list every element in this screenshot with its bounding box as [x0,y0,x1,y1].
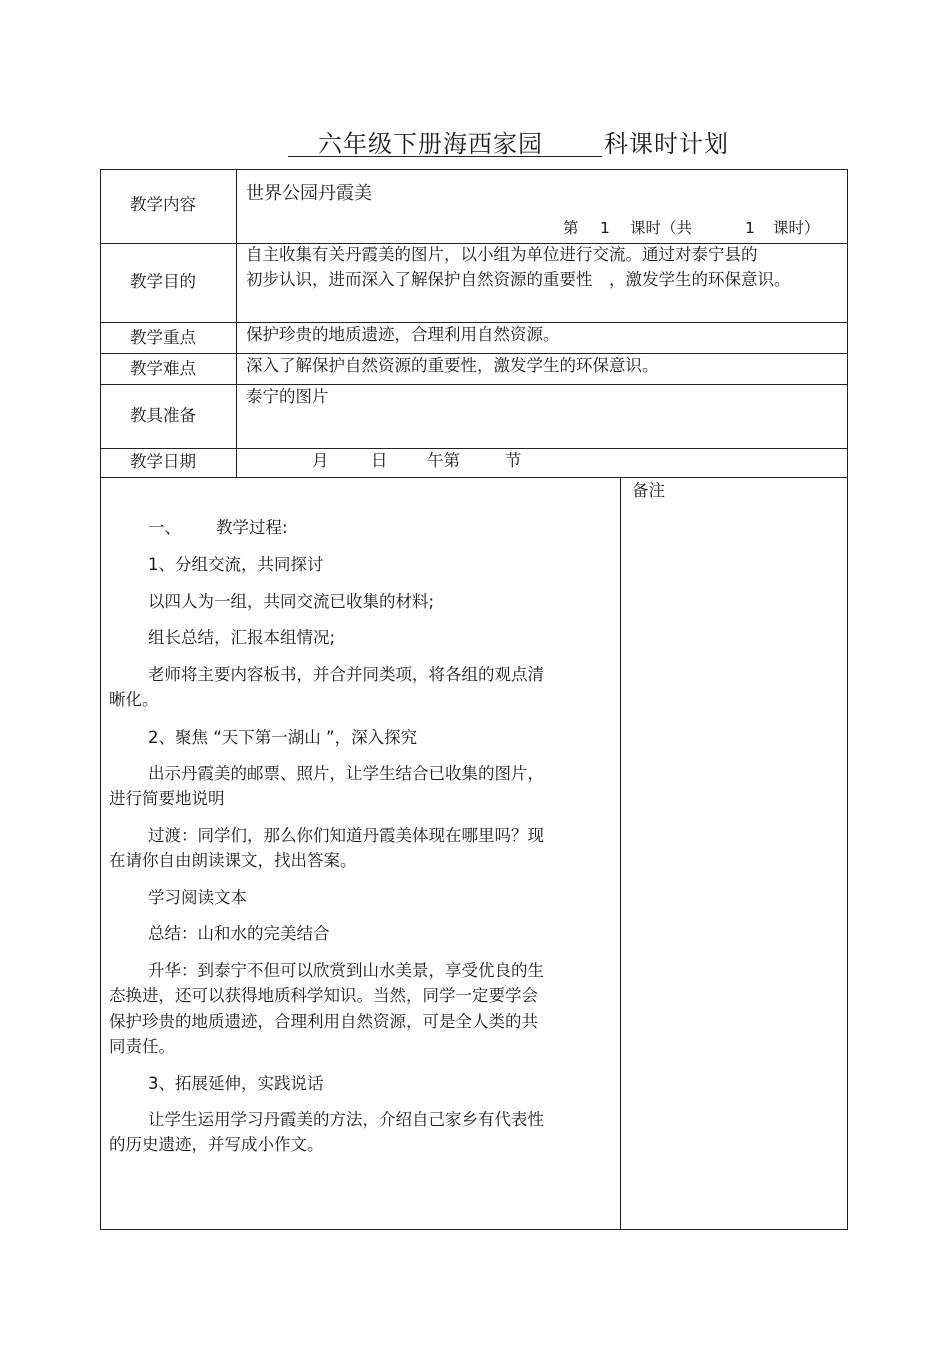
section-2-paragraph-2-line-1: 过渡：同学们，那么你们知道丹霞美体现在哪里吗？现 [148,826,544,845]
difficulty-value: 深入了解保护自然资源的重要性，激发学生的环保意识。 [246,356,659,375]
key-point-label: 教学重点 [130,328,196,347]
section-2-paragraph-4: 总结：山和水的完美结合 [148,924,330,943]
section-1-paragraph-1: 以四人为一组，共同交流已收集的材料; [148,592,435,611]
title-subject-text: 科课时计划 [604,130,729,158]
section-1-paragraph-3-line-1: 老师将主要内容板书，并合并同类项，将各组的观点清 [148,665,544,684]
goal-label: 教学目的 [130,272,196,291]
section-2-paragraph-1-line-2: 进行简要地说明 [109,789,225,808]
lesson-number: 1 [600,219,610,237]
lesson-total-prefix: 课时（共 [630,219,693,237]
process-heading-number: 一、 [148,518,181,537]
notes-label: 备注 [632,481,665,500]
date-noon: 午第 [427,451,460,470]
date-day: 日 [371,451,388,470]
notes-column-divider [620,477,621,1230]
section-2-paragraph-5-line-1: 升华：到泰宁不但可以欣赏到山水美景，享受优良的生 [148,961,544,980]
title-underline-2 [560,156,602,157]
lesson-total-suffix: 课时） [773,219,820,237]
section-2-paragraph-2-line-2: 在请你自由朗读课文，找出答案。 [109,851,357,870]
tools-value: 泰宁的图片 [246,387,329,406]
process-heading: 教学过程: [216,518,288,537]
section-2-paragraph-5-line-4: 同责任。 [109,1037,175,1056]
section-1-title: 1、分组交流，共同探讨 [148,555,324,574]
section-2-paragraph-3: 学习阅读文本 [148,888,247,907]
info-table [100,169,848,478]
lesson-total-number: 1 [745,219,755,237]
section-3-paragraph-1-line-1: 让学生运用学习丹霞美的方法，介绍自己家乡有代表性 [148,1110,544,1129]
row-divider [100,384,848,385]
difficulty-label: 教学难点 [130,359,196,378]
row-divider [100,243,848,244]
info-table-divider [236,169,237,478]
section-2-paragraph-5-line-3: 保护珍贵的地质遗迹，合理利用自然资源，可是全人类的共 [109,1012,538,1031]
content-label: 教学内容 [130,195,196,214]
goal-line-2: 初步认识，进而深入了解保护自然资源的重要性 ，激发学生的环保意识。 [246,270,791,289]
row-divider [100,353,848,354]
goal-line-1: 自主收集有关丹霞美的图片，以小组为单位进行交流。通过对泰宁县的 [246,245,758,264]
title-grade-text: 六年级下册海西家园 [318,130,543,158]
lesson-di: 第 [563,219,579,237]
section-3-paragraph-1-line-2: 的历史遗迹，并写成小作文。 [109,1135,324,1154]
row-divider [100,448,848,449]
page-title [288,124,758,160]
row-divider [100,322,848,323]
section-2-paragraph-1-line-1: 出示丹霞美的邮票、照片，让学生结合已收集的图片， [148,764,544,783]
section-3-title: 3、拓展延伸，实践说话 [148,1074,324,1093]
date-month: 月 [312,451,329,470]
date-period: 节 [505,451,522,470]
content-value: 世界公园丹霞美 [246,183,372,204]
section-2-paragraph-5-line-2: 态换进，还可以获得地质科学知识。当然，同学一定要学会 [109,986,538,1005]
date-label: 教学日期 [130,452,196,471]
tools-label: 教具准备 [130,406,196,425]
section-1-paragraph-2: 组长总结，汇报本组情况; [148,628,336,647]
key-point-value: 保护珍贵的地质遗迹，合理利用自然资源。 [246,325,560,344]
section-1-paragraph-3-line-2: 晰化。 [109,690,159,709]
section-2-title: 2、聚焦 “天下第一湖山 ”，深入探究 [148,728,418,747]
